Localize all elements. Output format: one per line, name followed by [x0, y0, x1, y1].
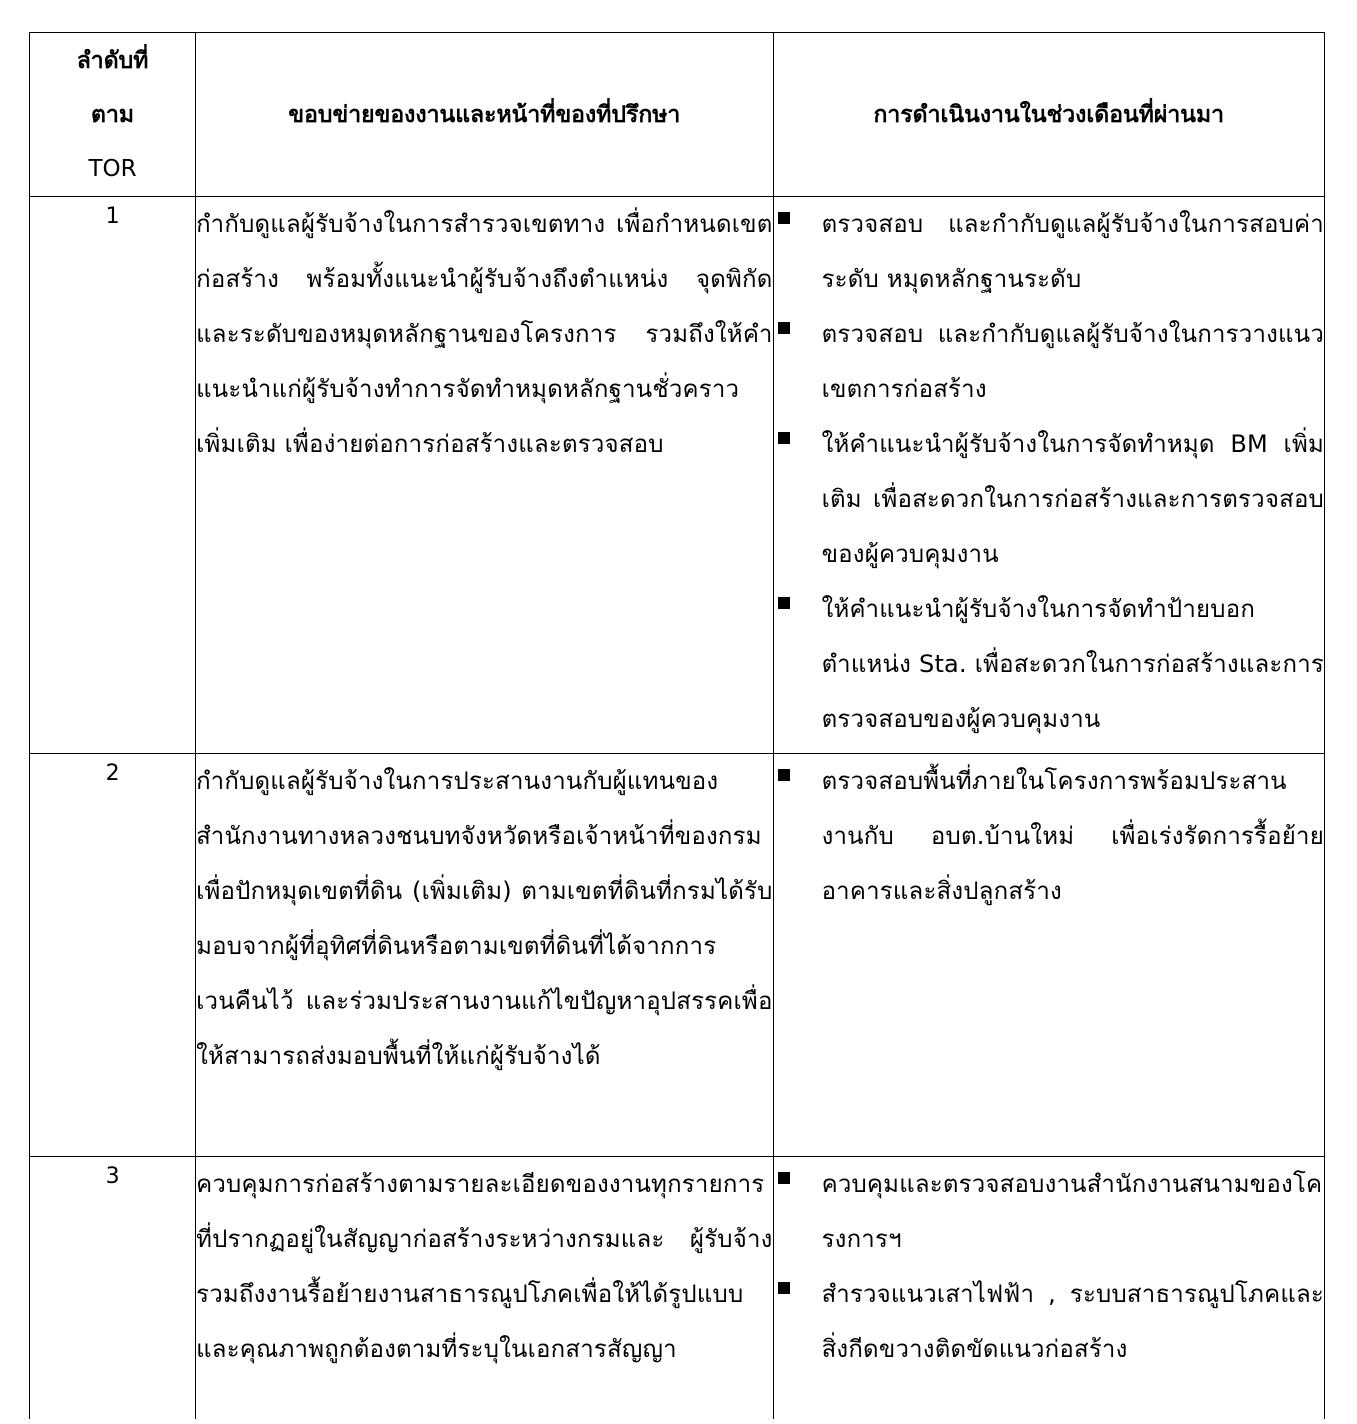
row-number: 2	[30, 754, 196, 1157]
scope-text: กำกับดูแลผู้รับจ้างในการประสานงานกับผู้แทนของสำนักงานทางหลวงชนบทจังหวัดหรือเจ้าหน้าที่ของกรม เพื่อปักหมุดเขตที่ดิน (เพิ่มเติม) ตามเขตที่ดินที่กรมได้รับมอบจากผู้ที่อุทิศที่ดินหรือตามเขตที่ดินที่ได้จากการเวนคืนไว้ และร่วมประสานงานแก้ไขปัญหาอุปสรรคเพื่อให้สามารถส่งมอบพื้นที่ให้แก่ผู้รับจ้างได้	[196, 754, 773, 1157]
scope-text: กำกับดูแลผู้รับจ้างในการสำรวจเขตทาง เพื่อกำหนดเขตก่อสร้าง พร้อมทั้งแนะนำผู้รับจ้างถึงตำแหน่ง จุดพิกัด และระดับของหมุดหลักฐานของโครงการ รวมถึงให้คำแนะนำแก่ผู้รับจ้างทำการจัดทำหมุดหลักฐานชั่วคราวเพิ่มเติม เพื่อง่ายต่อการก่อสร้างและตรวจสอบ	[196, 197, 773, 754]
table-row	[30, 754, 1325, 1157]
table-row	[30, 197, 1325, 754]
work-text: ให้คำแนะนำผู้รับจ้างในการจัดทำป้ายบอกตำแหน่ง Sta. เพื่อสะดวกในการก่อสร้างและการตรวจสอบของผู้ควบคุมงาน	[821, 595, 1324, 733]
row-number: 3	[30, 1157, 196, 1420]
list-item	[774, 582, 1324, 747]
work-text: สำรวจแนวเสาไฟฟ้า , ระบบสาธารณูปโภคและสิ่งกีดขวางติดขัดแนวก่อสร้าง	[821, 1280, 1324, 1363]
bullet-square-icon	[778, 597, 790, 609]
header-row	[30, 33, 1325, 197]
header-col-work: การดำเนินงานในช่วงเดือนที่ผ่านมา	[773, 33, 1324, 197]
bullet-square-icon	[778, 432, 790, 444]
work-cell	[773, 1157, 1324, 1420]
tor-table	[29, 32, 1325, 1419]
work-text: ควบคุมและตรวจสอบงานสำนักงานสนามของโครงการฯ	[821, 1170, 1323, 1253]
list-item	[774, 1267, 1324, 1377]
scope-text: ควบคุมการก่อสร้างตามรายละเอียดของงานทุกรายการที่ปรากฏอยู่ในสัญญาก่อสร้างระหว่างกรมและ ผู้รับจ้าง รวมถึงงานรื้อย้ายงานสาธารณูปโภคเพื่อให้ได้รูปแบบและคุณภาพถูกต้องตามที่ระบุในเอกสารสัญญา	[196, 1157, 773, 1420]
work-cell	[773, 197, 1324, 754]
work-text: ตรวจสอบ และกำกับดูแลผู้รับจ้างในการวางแนวเขตการก่อสร้าง	[821, 320, 1324, 403]
list-item	[774, 417, 1324, 582]
header-col-scope: ขอบข่ายของงานและหน้าที่ของที่ปรึกษา	[196, 33, 773, 197]
bullet-square-icon	[778, 1282, 790, 1294]
list-item	[774, 197, 1324, 307]
bullet-square-icon	[778, 769, 790, 781]
bullet-square-icon	[778, 322, 790, 334]
bullet-square-icon	[778, 1172, 790, 1184]
work-list	[774, 754, 1324, 919]
work-text: ตรวจสอบพื้นที่ภายในโครงการพร้อมประสานงานกับ อบต.บ้านใหม่ เพื่อเร่งรัดการรื้อย้ายอาคารและสิ่งปลูกสร้าง	[821, 767, 1324, 905]
header-col-no-line: ตาม	[91, 101, 135, 128]
header-col-no-line: TOR	[88, 155, 137, 182]
work-text: ให้คำแนะนำผู้รับจ้างในการจัดทำหมุด BM เพิ่มเติม เพื่อสะดวกในการก่อสร้างและการตรวจสอบของผู้ควบคุมงาน	[821, 430, 1324, 568]
work-cell	[773, 754, 1324, 1157]
row-number: 1	[30, 197, 196, 754]
work-list	[774, 1157, 1324, 1377]
header-col-no-line: ลำดับที่	[76, 47, 149, 74]
work-text: ตรวจสอบ และกำกับดูแลผู้รับจ้างในการสอบค่าระดับ หมุดหลักฐานระดับ	[821, 210, 1324, 293]
table-row	[30, 1157, 1325, 1420]
list-item	[774, 1157, 1324, 1267]
header-col-no	[30, 33, 196, 197]
list-item	[774, 754, 1324, 919]
list-item	[774, 307, 1324, 417]
bullet-square-icon	[778, 212, 790, 224]
work-list	[774, 197, 1324, 747]
